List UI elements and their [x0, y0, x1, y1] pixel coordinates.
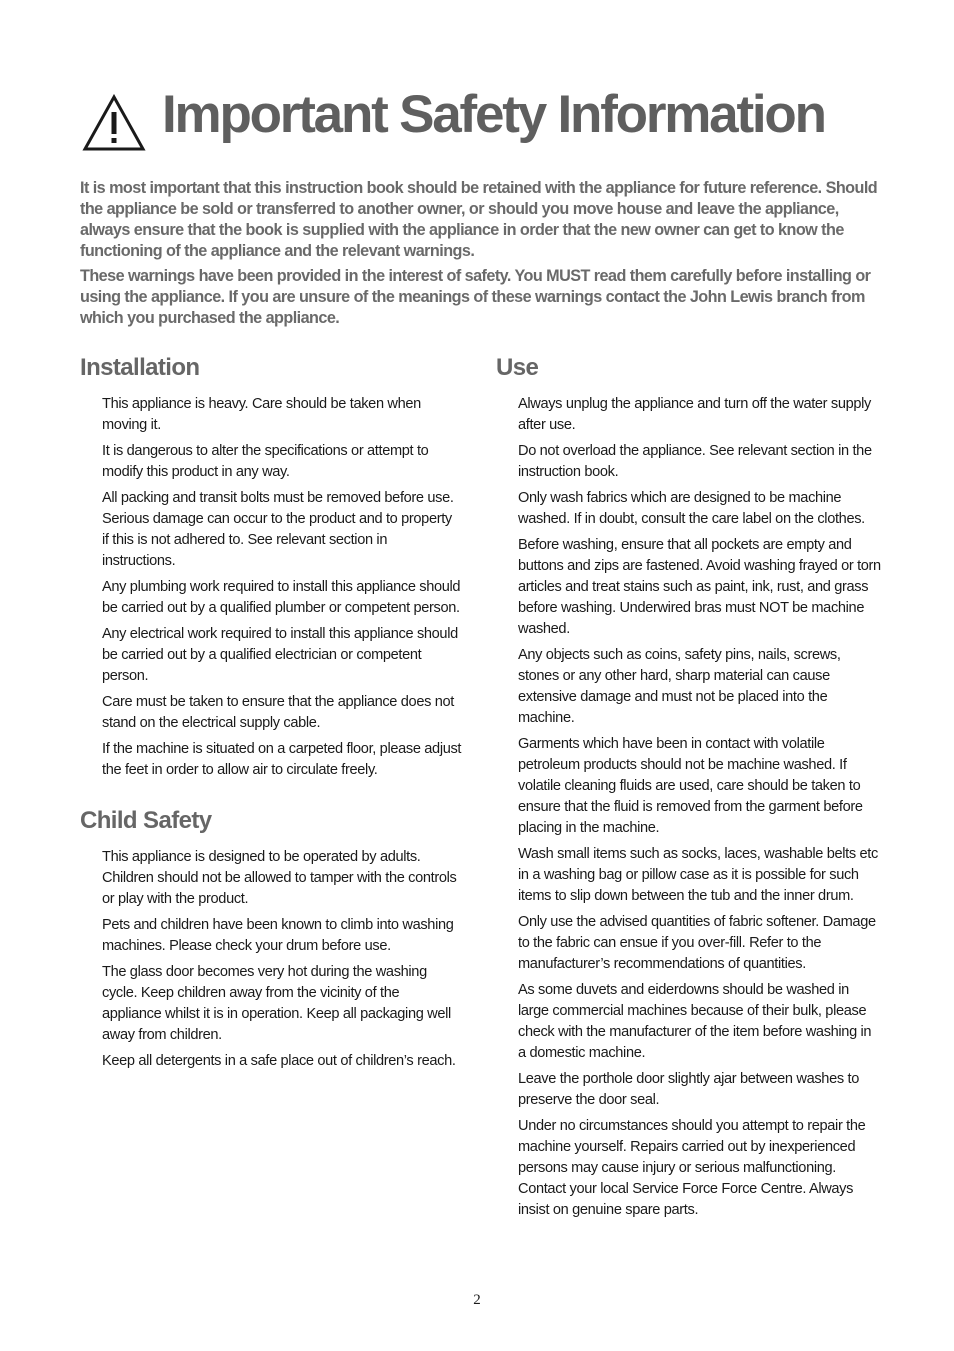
- warning-triangle-icon: [82, 94, 146, 152]
- section-spacer: [80, 786, 462, 803]
- use-heading: Use: [496, 354, 539, 381]
- title-row: [80, 82, 880, 154]
- list-item: As some duvets and eiderdowns should be washed in large commercial machines because of their bulk, please check with the manufacturer of the item before washing in a domestic machine.: [518, 982, 872, 1061]
- right-column: [496, 350, 882, 1226]
- child-safety-heading: Child Safety: [80, 807, 212, 834]
- child-safety-list: [102, 847, 462, 1072]
- page-number: 2: [473, 1292, 481, 1308]
- list-item: The glass door becomes very hot during the washing cycle. Keep children away from the vicinity of the appliance whilst it is in operation. Keep all packaging well away from children.: [102, 964, 451, 1043]
- list-item: Keep all detergents in a safe place out of children’s reach.: [102, 1053, 456, 1069]
- intro-text: [80, 178, 880, 333]
- list-item: Pets and children have been known to climb into washing machines. Please check your drum before use.: [102, 917, 454, 954]
- list-item: It is dangerous to alter the specifications or attempt to modify this product in any way.: [102, 443, 429, 480]
- page-title: Important Safety Information: [162, 85, 825, 144]
- list-item: Care must be taken to ensure that the appliance does not stand on the electrical supply cable.: [102, 694, 454, 731]
- intro-paragraph: It is most important that this instruction book should be retained with the appliance for future reference. Should the appliance be sold or transferred to another owner, or should you move house and leave the appliance, always ensure that the book is supplied with the appliance in order that the new owner can get to know the functioning of the appliance and the relevant warnings.: [80, 179, 878, 260]
- installation-list: [102, 394, 462, 781]
- list-item: Any electrical work required to install this appliance should be carried out by a qualified electrician or competent person.: [102, 626, 458, 684]
- list-item: Any objects such as coins, safety pins, nails, screws, stones or any other hard, sharp material can cause extensive damage and must not be placed into the machine.: [518, 647, 841, 726]
- list-item: Only use the advised quantities of fabric softener. Damage to the fabric can ensue if you over-fill. Refer to the manufacturer’s recommendations of quantities.: [518, 914, 876, 972]
- list-item: Leave the porthole door slightly ajar between washes to preserve the door seal.: [518, 1071, 859, 1108]
- list-item: Under no circumstances should you attempt to repair the machine yourself. Repairs carried out by inexperienced persons may cause injury or serious malfunctioning. Contact your local Service Force Force Centre. Always insist on genuine spare parts.: [518, 1118, 866, 1218]
- installation-heading: Installation: [80, 354, 200, 381]
- list-item: Any plumbing work required to install this appliance should be carried out by a qualified plumber or competent person.: [102, 579, 461, 616]
- list-item: Garments which have been in contact with volatile petroleum products should not be machine washed. If volatile cleaning fluids are used, care should be taken to ensure that the fluid is removed from the garment before placing in the machine.: [518, 736, 863, 836]
- list-item: Always unplug the appliance and turn off the water supply after use.: [518, 396, 871, 433]
- list-item: This appliance is heavy. Care should be taken when moving it.: [102, 396, 421, 433]
- list-item: Only wash fabrics which are designed to be machine washed. If in doubt, consult the care label on the clothes.: [518, 490, 865, 527]
- list-item: Do not overload the appliance. See relevant section in the instruction book.: [518, 443, 872, 480]
- list-item: All packing and transit bolts must be removed before use. Serious damage can occur to the product and to property if this is not adhered to. See relevant section in instructions.: [102, 490, 454, 569]
- use-list: [518, 394, 882, 1221]
- left-column: [80, 350, 462, 1077]
- intro-paragraph: These warnings have been provided in the interest of safety. You MUST read them carefully before installing or using the appliance. If you are unsure of the meanings of these warnings contact the John Lewis branch from which you purchased the appliance.: [80, 267, 871, 327]
- list-item: If the machine is situated on a carpeted floor, please adjust the feet in order to allow air to circulate freely.: [102, 741, 462, 778]
- list-item: Wash small items such as socks, laces, washable belts etc in a washing bag or pillow case as it is possible for such items to slip down between the tub and the inner drum.: [518, 846, 878, 904]
- list-item: This appliance is designed to be operated by adults. Children should not be allowed to tamper with the controls or play with the product.: [102, 849, 457, 907]
- list-item: Before washing, ensure that all pockets are empty and buttons and zips are fastened. Avoid washing frayed or torn articles and treat stains such as paint, ink, rust, and grass before washing. Underwired bras must NOT be machine washed.: [518, 537, 881, 637]
